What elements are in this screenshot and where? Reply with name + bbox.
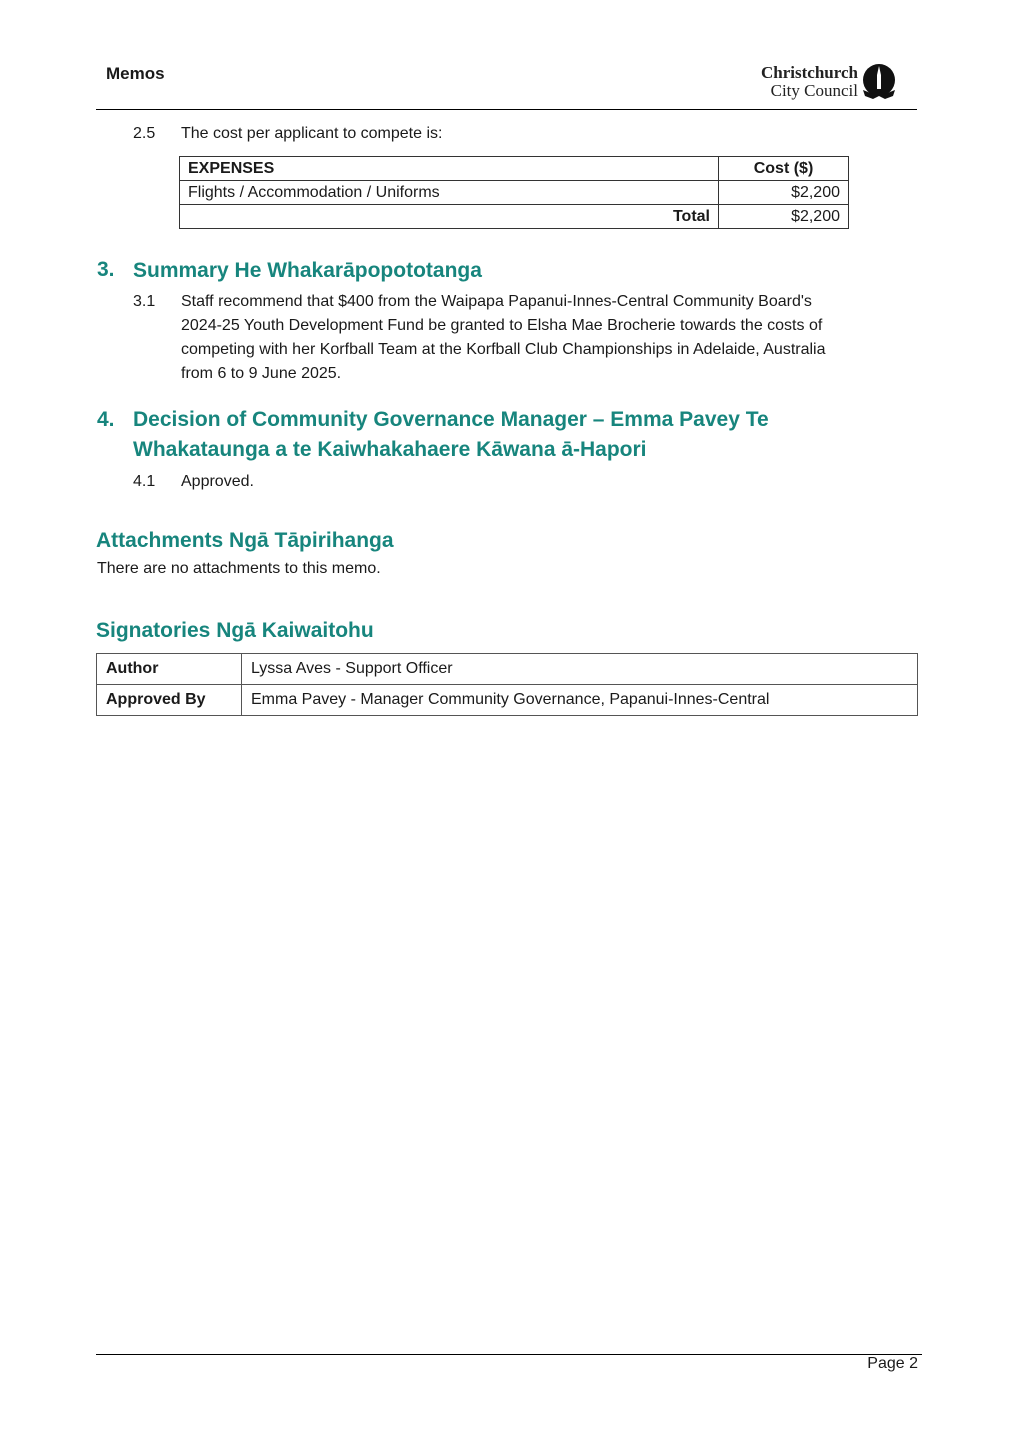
cathedral-logo-icon: [860, 63, 898, 101]
text-line: from 6 to 9 June 2025.: [181, 365, 342, 382]
signatory-value: Lyssa Aves - Support Officer: [242, 654, 918, 685]
council-logo: [746, 62, 906, 102]
table-cell-cost: $2,200: [719, 181, 849, 205]
expenses-table: [179, 156, 849, 229]
signatory-value: Emma Pavey - Manager Community Governance, Papanui-Innes-Central: [242, 685, 918, 716]
table-row: [97, 654, 918, 685]
section-heading: Summary He Whakarāpopototanga: [133, 259, 482, 282]
section-heading: [133, 405, 769, 465]
recommendation-text: [181, 290, 826, 386]
logo-text-line1: Christchurch: [761, 63, 858, 82]
heading-line: Whakataunga a te Kaiwhakahaere Kāwana ā-Hapori: [133, 438, 647, 461]
para-text: The cost per applicant to compete is:: [181, 125, 443, 142]
table-header-cost: Cost ($): [719, 157, 849, 181]
signatories-table: [96, 653, 918, 716]
text-line: 2024-25 Youth Development Fund be granted to Elsha Mae Brocherie towards the costs of: [181, 317, 823, 334]
logo-text-line2: City Council: [770, 81, 858, 100]
table-row: [180, 181, 849, 205]
signatory-label: Approved By: [97, 685, 242, 716]
document-header-title: Memos: [106, 64, 165, 83]
signatory-label: Author: [97, 654, 242, 685]
para-number: 3.1: [133, 293, 156, 310]
signatories-heading: Signatories Ngā Kaiwaitohu: [96, 619, 374, 642]
table-header-expenses: EXPENSES: [180, 157, 719, 181]
table-total-row: [180, 205, 849, 229]
heading-line: Decision of Community Governance Manager – Emma Pavey Te: [133, 408, 769, 431]
table-header-row: [180, 157, 849, 181]
section-number: 3.: [97, 258, 115, 281]
para-number: 4.1: [133, 473, 156, 490]
text-line: competing with her Korfball Team at the Korfball Club Championships in Adelaide, Australia: [181, 341, 826, 358]
page-number: Page 2: [867, 1355, 918, 1372]
footer-divider: [96, 1354, 922, 1355]
attachments-heading: Attachments Ngā Tāpirihanga: [96, 529, 394, 552]
header-divider: [96, 109, 917, 110]
attachments-text: There are no attachments to this memo.: [97, 560, 381, 577]
table-total-label: Total: [180, 205, 719, 229]
para-number: 2.5: [133, 125, 156, 142]
table-total-value: $2,200: [719, 205, 849, 229]
table-cell-item: Flights / Accommodation / Uniforms: [180, 181, 719, 205]
para-text: Approved.: [181, 473, 254, 490]
table-row: [97, 685, 918, 716]
text-line: Staff recommend that $400 from the Waipapa Papanui-Innes-Central Community Board's: [181, 293, 812, 310]
section-number: 4.: [97, 408, 115, 431]
